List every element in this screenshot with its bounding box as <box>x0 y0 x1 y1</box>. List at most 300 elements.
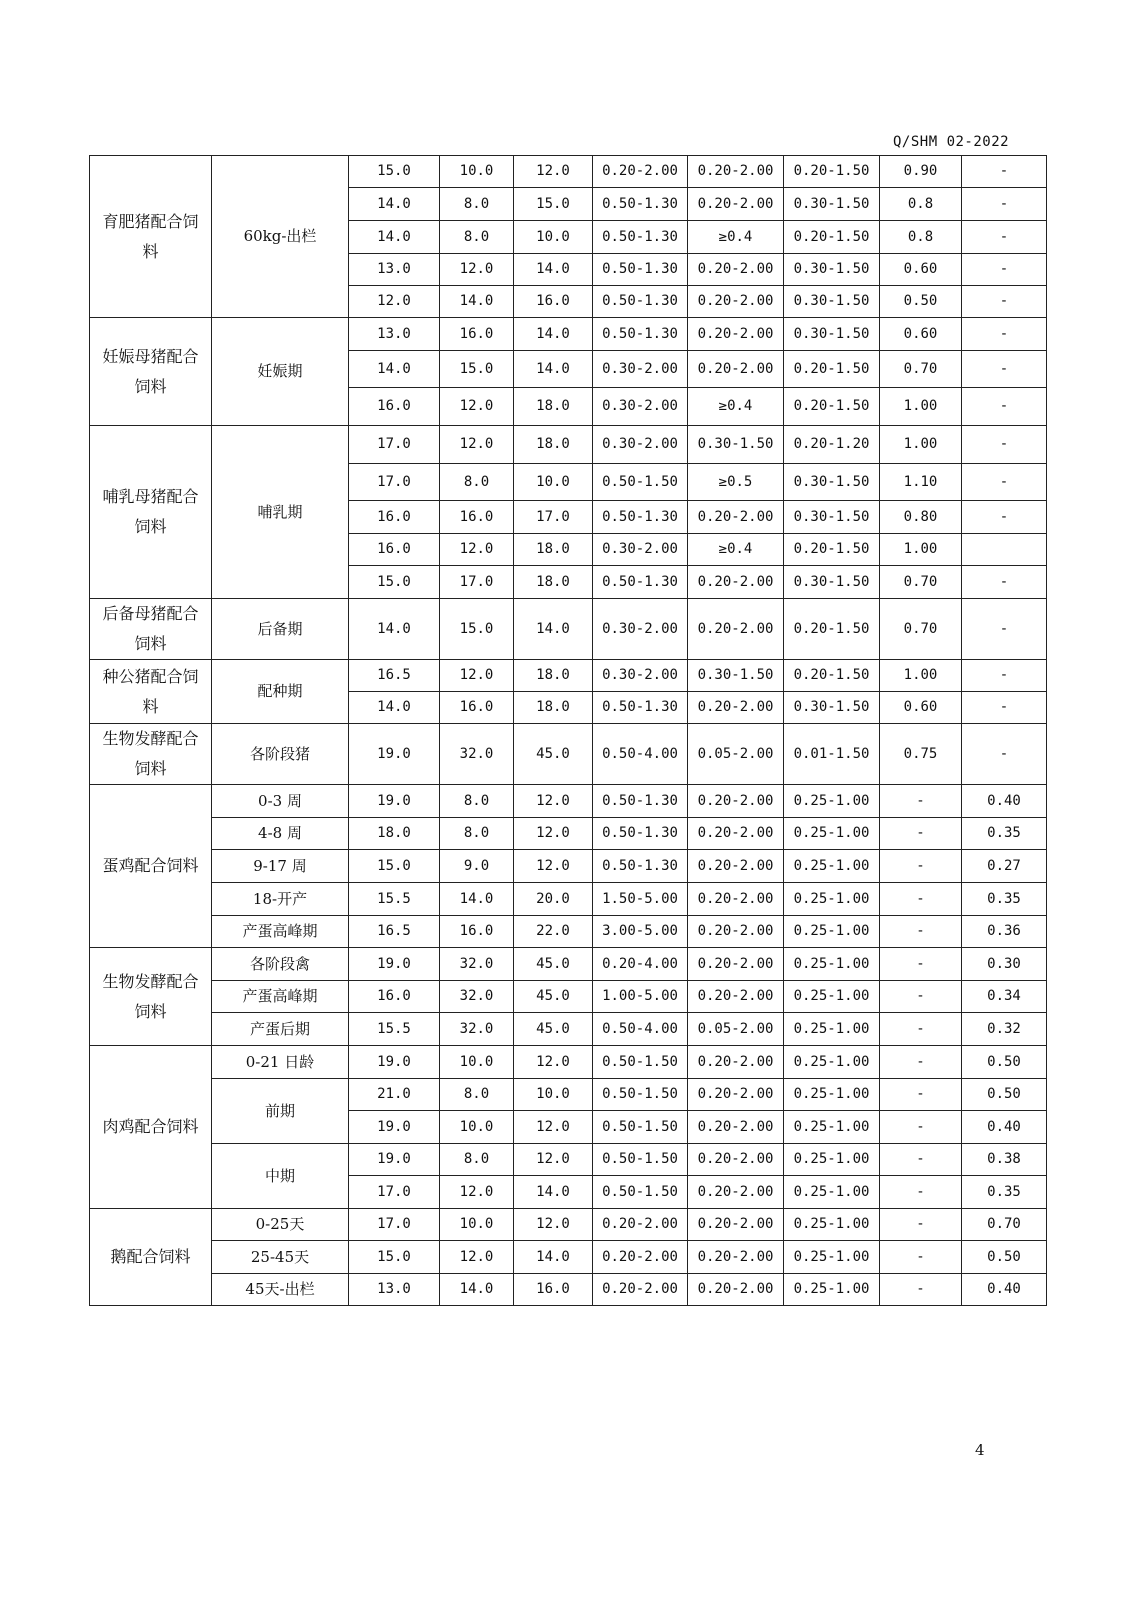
value-cell: - <box>880 883 962 916</box>
category-cell: 育肥猪配合饲料 <box>90 156 212 318</box>
value-cell: - <box>962 566 1047 599</box>
table-row <box>90 850 1047 883</box>
value-cell: 0.30-1.50 <box>784 254 880 286</box>
value-cell: 14.0 <box>349 351 440 388</box>
value-cell: 19.0 <box>349 1046 440 1079</box>
value-cell: 0.30-1.50 <box>784 188 880 221</box>
value-cell: 0.38 <box>962 1144 1047 1176</box>
value-cell: 16.0 <box>349 534 440 566</box>
value-cell: 0.60 <box>880 692 962 724</box>
value-cell: 0.20-2.00 <box>688 351 784 388</box>
value-cell: 14.0 <box>440 1274 514 1306</box>
category-cell: 后备母猪配合饲料 <box>90 599 212 660</box>
value-cell: 0.20-1.20 <box>784 426 880 464</box>
value-cell: 12.0 <box>349 286 440 318</box>
value-cell: 12.0 <box>514 785 593 818</box>
table-row <box>90 818 1047 850</box>
value-cell: 0.20-2.00 <box>688 785 784 818</box>
value-cell: 15.0 <box>440 599 514 660</box>
value-cell: 15.0 <box>440 351 514 388</box>
value-cell: 0.25-1.00 <box>784 916 880 948</box>
value-cell: 0.20-2.00 <box>688 1046 784 1079</box>
standard-code: Q/SHM 02-2022 <box>893 134 1010 150</box>
value-cell: 16.0 <box>440 916 514 948</box>
value-cell: 12.0 <box>514 818 593 850</box>
stage-cell: 9-17 周 <box>212 850 349 883</box>
value-cell: 45.0 <box>514 981 593 1013</box>
value-cell: 0.50-1.50 <box>593 1079 688 1111</box>
value-cell: 0.25-1.00 <box>784 981 880 1013</box>
value-cell: 0.20-2.00 <box>688 948 784 981</box>
value-cell: 0.25-1.00 <box>784 1111 880 1144</box>
value-cell: 14.0 <box>440 883 514 916</box>
value-cell: - <box>880 1013 962 1046</box>
stage-cell: 0-3 周 <box>212 785 349 818</box>
value-cell: 10.0 <box>514 1079 593 1111</box>
value-cell: 0.60 <box>880 254 962 286</box>
table-row <box>90 599 1047 660</box>
value-cell: 45.0 <box>514 948 593 981</box>
value-cell: 10.0 <box>514 464 593 501</box>
value-cell: 17.0 <box>349 426 440 464</box>
value-cell: 0.20-2.00 <box>688 286 784 318</box>
value-cell: 0.20-2.00 <box>688 566 784 599</box>
value-cell: - <box>962 692 1047 724</box>
value-cell: - <box>880 916 962 948</box>
table-row <box>90 1013 1047 1046</box>
value-cell: 0.20-2.00 <box>593 1274 688 1306</box>
value-cell: 0.05-2.00 <box>688 1013 784 1046</box>
value-cell: 0.30-1.50 <box>784 692 880 724</box>
value-cell: 0.70 <box>880 351 962 388</box>
value-cell: 12.0 <box>514 850 593 883</box>
value-cell: 0.25-1.00 <box>784 948 880 981</box>
value-cell: 0.30-2.00 <box>593 599 688 660</box>
value-cell: 8.0 <box>440 1144 514 1176</box>
value-cell: 0.20-2.00 <box>688 188 784 221</box>
value-cell: 19.0 <box>349 785 440 818</box>
value-cell: 0.30-1.50 <box>784 286 880 318</box>
value-cell: 0.20-1.50 <box>784 599 880 660</box>
value-cell: 0.50-1.30 <box>593 221 688 254</box>
value-cell: 12.0 <box>440 1176 514 1209</box>
value-cell: 0.25-1.00 <box>784 1209 880 1241</box>
value-cell: 0.25-1.00 <box>784 850 880 883</box>
value-cell: 0.25-1.00 <box>784 1176 880 1209</box>
value-cell: 0.50-1.50 <box>593 1176 688 1209</box>
value-cell: 0.20-2.00 <box>593 1209 688 1241</box>
value-cell: 0.50-1.30 <box>593 188 688 221</box>
value-cell: 0.50-1.30 <box>593 692 688 724</box>
value-cell: 14.0 <box>440 286 514 318</box>
stage-cell: 0-21 日龄 <box>212 1046 349 1079</box>
value-cell: 17.0 <box>514 501 593 534</box>
value-cell: 0.20-1.50 <box>784 534 880 566</box>
value-cell: 8.0 <box>440 188 514 221</box>
value-cell: 0.70 <box>962 1209 1047 1241</box>
value-cell: 12.0 <box>440 1241 514 1274</box>
value-cell: 12.0 <box>514 1111 593 1144</box>
table-row <box>90 1046 1047 1079</box>
value-cell: - <box>962 286 1047 318</box>
value-cell: 0.50-1.50 <box>593 1144 688 1176</box>
value-cell: 18.0 <box>514 692 593 724</box>
value-cell: 0.30-2.00 <box>593 660 688 692</box>
value-cell: - <box>962 599 1047 660</box>
value-cell: 0.8 <box>880 221 962 254</box>
value-cell: 0.25-1.00 <box>784 1274 880 1306</box>
value-cell: 0.8 <box>880 188 962 221</box>
value-cell: - <box>962 724 1047 785</box>
value-cell: - <box>962 388 1047 426</box>
value-cell: 0.20-2.00 <box>688 156 784 188</box>
value-cell: 12.0 <box>514 156 593 188</box>
stage-cell: 18-开产 <box>212 883 349 916</box>
value-cell: 0.20-2.00 <box>688 916 784 948</box>
stage-cell: 25-45天 <box>212 1241 349 1274</box>
value-cell: 0.30-1.50 <box>784 566 880 599</box>
value-cell: 0.20-2.00 <box>688 818 784 850</box>
value-cell: 32.0 <box>440 948 514 981</box>
value-cell: 0.36 <box>962 916 1047 948</box>
value-cell: 0.35 <box>962 1176 1047 1209</box>
value-cell: - <box>880 1209 962 1241</box>
value-cell: 18.0 <box>514 388 593 426</box>
stage-cell: 配种期 <box>212 660 349 724</box>
value-cell: 0.20-1.50 <box>784 660 880 692</box>
value-cell: 0.20-2.00 <box>688 501 784 534</box>
stage-cell: 45天-出栏 <box>212 1274 349 1306</box>
value-cell: 9.0 <box>440 850 514 883</box>
value-cell: 14.0 <box>349 692 440 724</box>
value-cell: 10.0 <box>514 221 593 254</box>
value-cell: 19.0 <box>349 724 440 785</box>
value-cell: 0.20-2.00 <box>593 156 688 188</box>
value-cell: 0.20-2.00 <box>688 850 784 883</box>
value-cell: - <box>880 850 962 883</box>
value-cell: 18.0 <box>514 566 593 599</box>
value-cell: 17.0 <box>440 566 514 599</box>
value-cell: 15.0 <box>349 156 440 188</box>
value-cell: 18.0 <box>514 534 593 566</box>
value-cell: 0.25-1.00 <box>784 1241 880 1274</box>
value-cell: 0.25-1.00 <box>784 1144 880 1176</box>
value-cell: 0.20-2.00 <box>688 254 784 286</box>
value-cell: 0.25-1.00 <box>784 883 880 916</box>
value-cell: 0.30-1.50 <box>688 426 784 464</box>
value-cell: 0.01-1.50 <box>784 724 880 785</box>
value-cell: 0.50-1.30 <box>593 286 688 318</box>
value-cell: 1.50-5.00 <box>593 883 688 916</box>
value-cell: 1.10 <box>880 464 962 501</box>
value-cell: 0.50-1.30 <box>593 318 688 351</box>
value-cell: 0.30-2.00 <box>593 534 688 566</box>
value-cell: 0.20-2.00 <box>688 883 784 916</box>
value-cell: 0.40 <box>962 1274 1047 1306</box>
value-cell: - <box>962 318 1047 351</box>
value-cell: 0.25-1.00 <box>784 818 880 850</box>
value-cell: 16.0 <box>514 286 593 318</box>
value-cell: 0.50 <box>962 1046 1047 1079</box>
value-cell: 45.0 <box>514 1013 593 1046</box>
value-cell: 0.50-4.00 <box>593 1013 688 1046</box>
value-cell: 0.34 <box>962 981 1047 1013</box>
value-cell: - <box>880 1079 962 1111</box>
table-row <box>90 724 1047 785</box>
value-cell: 17.0 <box>349 1176 440 1209</box>
value-cell: - <box>880 1176 962 1209</box>
value-cell: - <box>880 981 962 1013</box>
value-cell: 0.50-1.50 <box>593 464 688 501</box>
value-cell: 0.25-1.00 <box>784 1046 880 1079</box>
category-cell: 肉鸡配合饲料 <box>90 1046 212 1209</box>
value-cell: 16.0 <box>349 981 440 1013</box>
value-cell: ≥0.4 <box>688 534 784 566</box>
value-cell: 0.20-2.00 <box>688 1241 784 1274</box>
value-cell: - <box>880 1111 962 1144</box>
value-cell: 0.80 <box>880 501 962 534</box>
value-cell: 0.20-2.00 <box>688 1209 784 1241</box>
value-cell: - <box>880 785 962 818</box>
value-cell: 32.0 <box>440 724 514 785</box>
value-cell: 17.0 <box>349 464 440 501</box>
table-row <box>90 916 1047 948</box>
value-cell: 0.20-2.00 <box>688 1111 784 1144</box>
stage-cell: 产蛋后期 <box>212 1013 349 1046</box>
value-cell: 0.40 <box>962 785 1047 818</box>
value-cell: 13.0 <box>349 1274 440 1306</box>
value-cell: 16.0 <box>349 388 440 426</box>
value-cell: 10.0 <box>440 1111 514 1144</box>
value-cell: ≥0.5 <box>688 464 784 501</box>
stage-cell: 前期 <box>212 1079 349 1144</box>
value-cell: 32.0 <box>440 1013 514 1046</box>
value-cell: 0.75 <box>880 724 962 785</box>
value-cell: 19.0 <box>349 1144 440 1176</box>
category-cell: 种公猪配合饲料 <box>90 660 212 724</box>
value-cell: 12.0 <box>440 534 514 566</box>
value-cell: 16.0 <box>440 501 514 534</box>
value-cell: 1.00 <box>880 426 962 464</box>
value-cell: 1.00-5.00 <box>593 981 688 1013</box>
value-cell: 12.0 <box>440 426 514 464</box>
value-cell: 15.0 <box>349 1241 440 1274</box>
stage-cell: 各阶段猪 <box>212 724 349 785</box>
stage-cell: 哺乳期 <box>212 426 349 599</box>
value-cell: ≥0.4 <box>688 221 784 254</box>
category-cell: 妊娠母猪配合饲料 <box>90 318 212 426</box>
value-cell: 0.20-1.50 <box>784 388 880 426</box>
value-cell: 0.30-2.00 <box>593 388 688 426</box>
value-cell: 0.50 <box>962 1079 1047 1111</box>
value-cell: 21.0 <box>349 1079 440 1111</box>
table-row <box>90 1241 1047 1274</box>
value-cell: 0.20-2.00 <box>688 599 784 660</box>
value-cell: 0.30-1.50 <box>784 501 880 534</box>
value-cell: 0.50-1.50 <box>593 1046 688 1079</box>
value-cell: - <box>962 501 1047 534</box>
value-cell: 8.0 <box>440 785 514 818</box>
value-cell: - <box>880 1144 962 1176</box>
value-cell: 20.0 <box>514 883 593 916</box>
value-cell: - <box>962 426 1047 464</box>
value-cell: 0.30 <box>962 948 1047 981</box>
value-cell: - <box>880 1046 962 1079</box>
value-cell: 16.0 <box>440 318 514 351</box>
value-cell: 0.70 <box>880 566 962 599</box>
category-cell: 生物发酵配合饲料 <box>90 948 212 1046</box>
value-cell: 15.5 <box>349 1013 440 1046</box>
stage-cell: 中期 <box>212 1144 349 1209</box>
stage-cell: 各阶段禽 <box>212 948 349 981</box>
value-cell: 10.0 <box>440 1209 514 1241</box>
value-cell: 0.50-1.50 <box>593 1111 688 1144</box>
table-row <box>90 1274 1047 1306</box>
value-cell: 15.0 <box>514 188 593 221</box>
category-cell: 哺乳母猪配合饲料 <box>90 426 212 599</box>
value-cell: 3.00-5.00 <box>593 916 688 948</box>
value-cell: 0.20-1.50 <box>784 156 880 188</box>
value-cell: 0.20-2.00 <box>688 1274 784 1306</box>
value-cell: 19.0 <box>349 948 440 981</box>
stage-cell: 0-25天 <box>212 1209 349 1241</box>
value-cell: 0.05-2.00 <box>688 724 784 785</box>
value-cell: 0.20-1.50 <box>784 351 880 388</box>
value-cell: 8.0 <box>440 1079 514 1111</box>
value-cell: 0.20-2.00 <box>688 1176 784 1209</box>
category-cell: 鹅配合饲料 <box>90 1209 212 1306</box>
table-row <box>90 156 1047 188</box>
value-cell: 0.30-2.00 <box>593 351 688 388</box>
value-cell: 0.35 <box>962 818 1047 850</box>
value-cell: - <box>880 948 962 981</box>
value-cell: 1.00 <box>880 660 962 692</box>
value-cell: 0.50-1.30 <box>593 785 688 818</box>
value-cell: 0.50 <box>962 1241 1047 1274</box>
stage-cell: 60kg-出栏 <box>212 156 349 318</box>
value-cell: 19.0 <box>349 1111 440 1144</box>
value-cell: 18.0 <box>349 818 440 850</box>
value-cell: - <box>962 188 1047 221</box>
value-cell: 0.50-4.00 <box>593 724 688 785</box>
value-cell: 32.0 <box>440 981 514 1013</box>
value-cell: 0.35 <box>962 883 1047 916</box>
value-cell: 18.0 <box>514 660 593 692</box>
value-cell: 10.0 <box>440 156 514 188</box>
value-cell: 0.30-1.50 <box>784 464 880 501</box>
value-cell: 0.50-1.30 <box>593 566 688 599</box>
value-cell: - <box>962 156 1047 188</box>
value-cell: 1.00 <box>880 534 962 566</box>
value-cell: 0.20-2.00 <box>688 1144 784 1176</box>
value-cell: 22.0 <box>514 916 593 948</box>
value-cell: - <box>962 660 1047 692</box>
value-cell: 16.5 <box>349 916 440 948</box>
value-cell: 12.0 <box>514 1209 593 1241</box>
value-cell: 14.0 <box>514 254 593 286</box>
value-cell: 18.0 <box>514 426 593 464</box>
table-row <box>90 948 1047 981</box>
value-cell: 8.0 <box>440 221 514 254</box>
stage-cell: 产蛋高峰期 <box>212 916 349 948</box>
value-cell: 16.0 <box>440 692 514 724</box>
value-cell: 0.40 <box>962 1111 1047 1144</box>
value-cell: 45.0 <box>514 724 593 785</box>
value-cell: 14.0 <box>514 351 593 388</box>
value-cell: 0.20-4.00 <box>593 948 688 981</box>
value-cell: 0.50-1.30 <box>593 254 688 286</box>
value-cell: 14.0 <box>349 221 440 254</box>
value-cell: 13.0 <box>349 254 440 286</box>
value-cell: 16.5 <box>349 660 440 692</box>
value-cell: 0.30-1.50 <box>784 318 880 351</box>
feed-spec-table <box>89 155 1047 1306</box>
value-cell: - <box>962 221 1047 254</box>
stage-cell: 4-8 周 <box>212 818 349 850</box>
value-cell: 14.0 <box>514 1241 593 1274</box>
value-cell: 0.50 <box>880 286 962 318</box>
value-cell: 16.0 <box>514 1274 593 1306</box>
value-cell: 0.25-1.00 <box>784 1079 880 1111</box>
value-cell: 0.25-1.00 <box>784 1013 880 1046</box>
value-cell: 1.00 <box>880 388 962 426</box>
value-cell: 0.20-1.50 <box>784 221 880 254</box>
value-cell <box>962 534 1047 566</box>
value-cell: 0.60 <box>880 318 962 351</box>
value-cell: 0.70 <box>880 599 962 660</box>
value-cell: 15.0 <box>349 566 440 599</box>
value-cell: 0.20-2.00 <box>688 981 784 1013</box>
value-cell: - <box>962 254 1047 286</box>
page-number: 4 <box>975 1441 985 1459</box>
table-row <box>90 660 1047 692</box>
table-row <box>90 785 1047 818</box>
value-cell: - <box>880 818 962 850</box>
value-cell: 12.0 <box>514 1144 593 1176</box>
value-cell: 14.0 <box>514 318 593 351</box>
table-row <box>90 426 1047 464</box>
table-row <box>90 1144 1047 1176</box>
value-cell: 12.0 <box>440 660 514 692</box>
value-cell: 0.50-1.30 <box>593 818 688 850</box>
value-cell: 13.0 <box>349 318 440 351</box>
value-cell: 14.0 <box>349 188 440 221</box>
value-cell: 0.50-1.30 <box>593 850 688 883</box>
value-cell: 10.0 <box>440 1046 514 1079</box>
value-cell: 0.20-2.00 <box>688 318 784 351</box>
table-row <box>90 1079 1047 1111</box>
value-cell: 12.0 <box>514 1046 593 1079</box>
value-cell: 0.30-2.00 <box>593 426 688 464</box>
value-cell: ≥0.4 <box>688 388 784 426</box>
category-cell: 蛋鸡配合饲料 <box>90 785 212 948</box>
value-cell: 8.0 <box>440 464 514 501</box>
value-cell: 0.50-1.30 <box>593 501 688 534</box>
value-cell: - <box>962 351 1047 388</box>
value-cell: 0.20-2.00 <box>688 692 784 724</box>
stage-cell: 妊娠期 <box>212 318 349 426</box>
value-cell: 14.0 <box>514 599 593 660</box>
value-cell: 0.27 <box>962 850 1047 883</box>
table-row <box>90 981 1047 1013</box>
value-cell: 14.0 <box>514 1176 593 1209</box>
table-row <box>90 1209 1047 1241</box>
value-cell: 8.0 <box>440 818 514 850</box>
table-row <box>90 883 1047 916</box>
stage-cell: 后备期 <box>212 599 349 660</box>
value-cell: 16.0 <box>349 501 440 534</box>
stage-cell: 产蛋高峰期 <box>212 981 349 1013</box>
